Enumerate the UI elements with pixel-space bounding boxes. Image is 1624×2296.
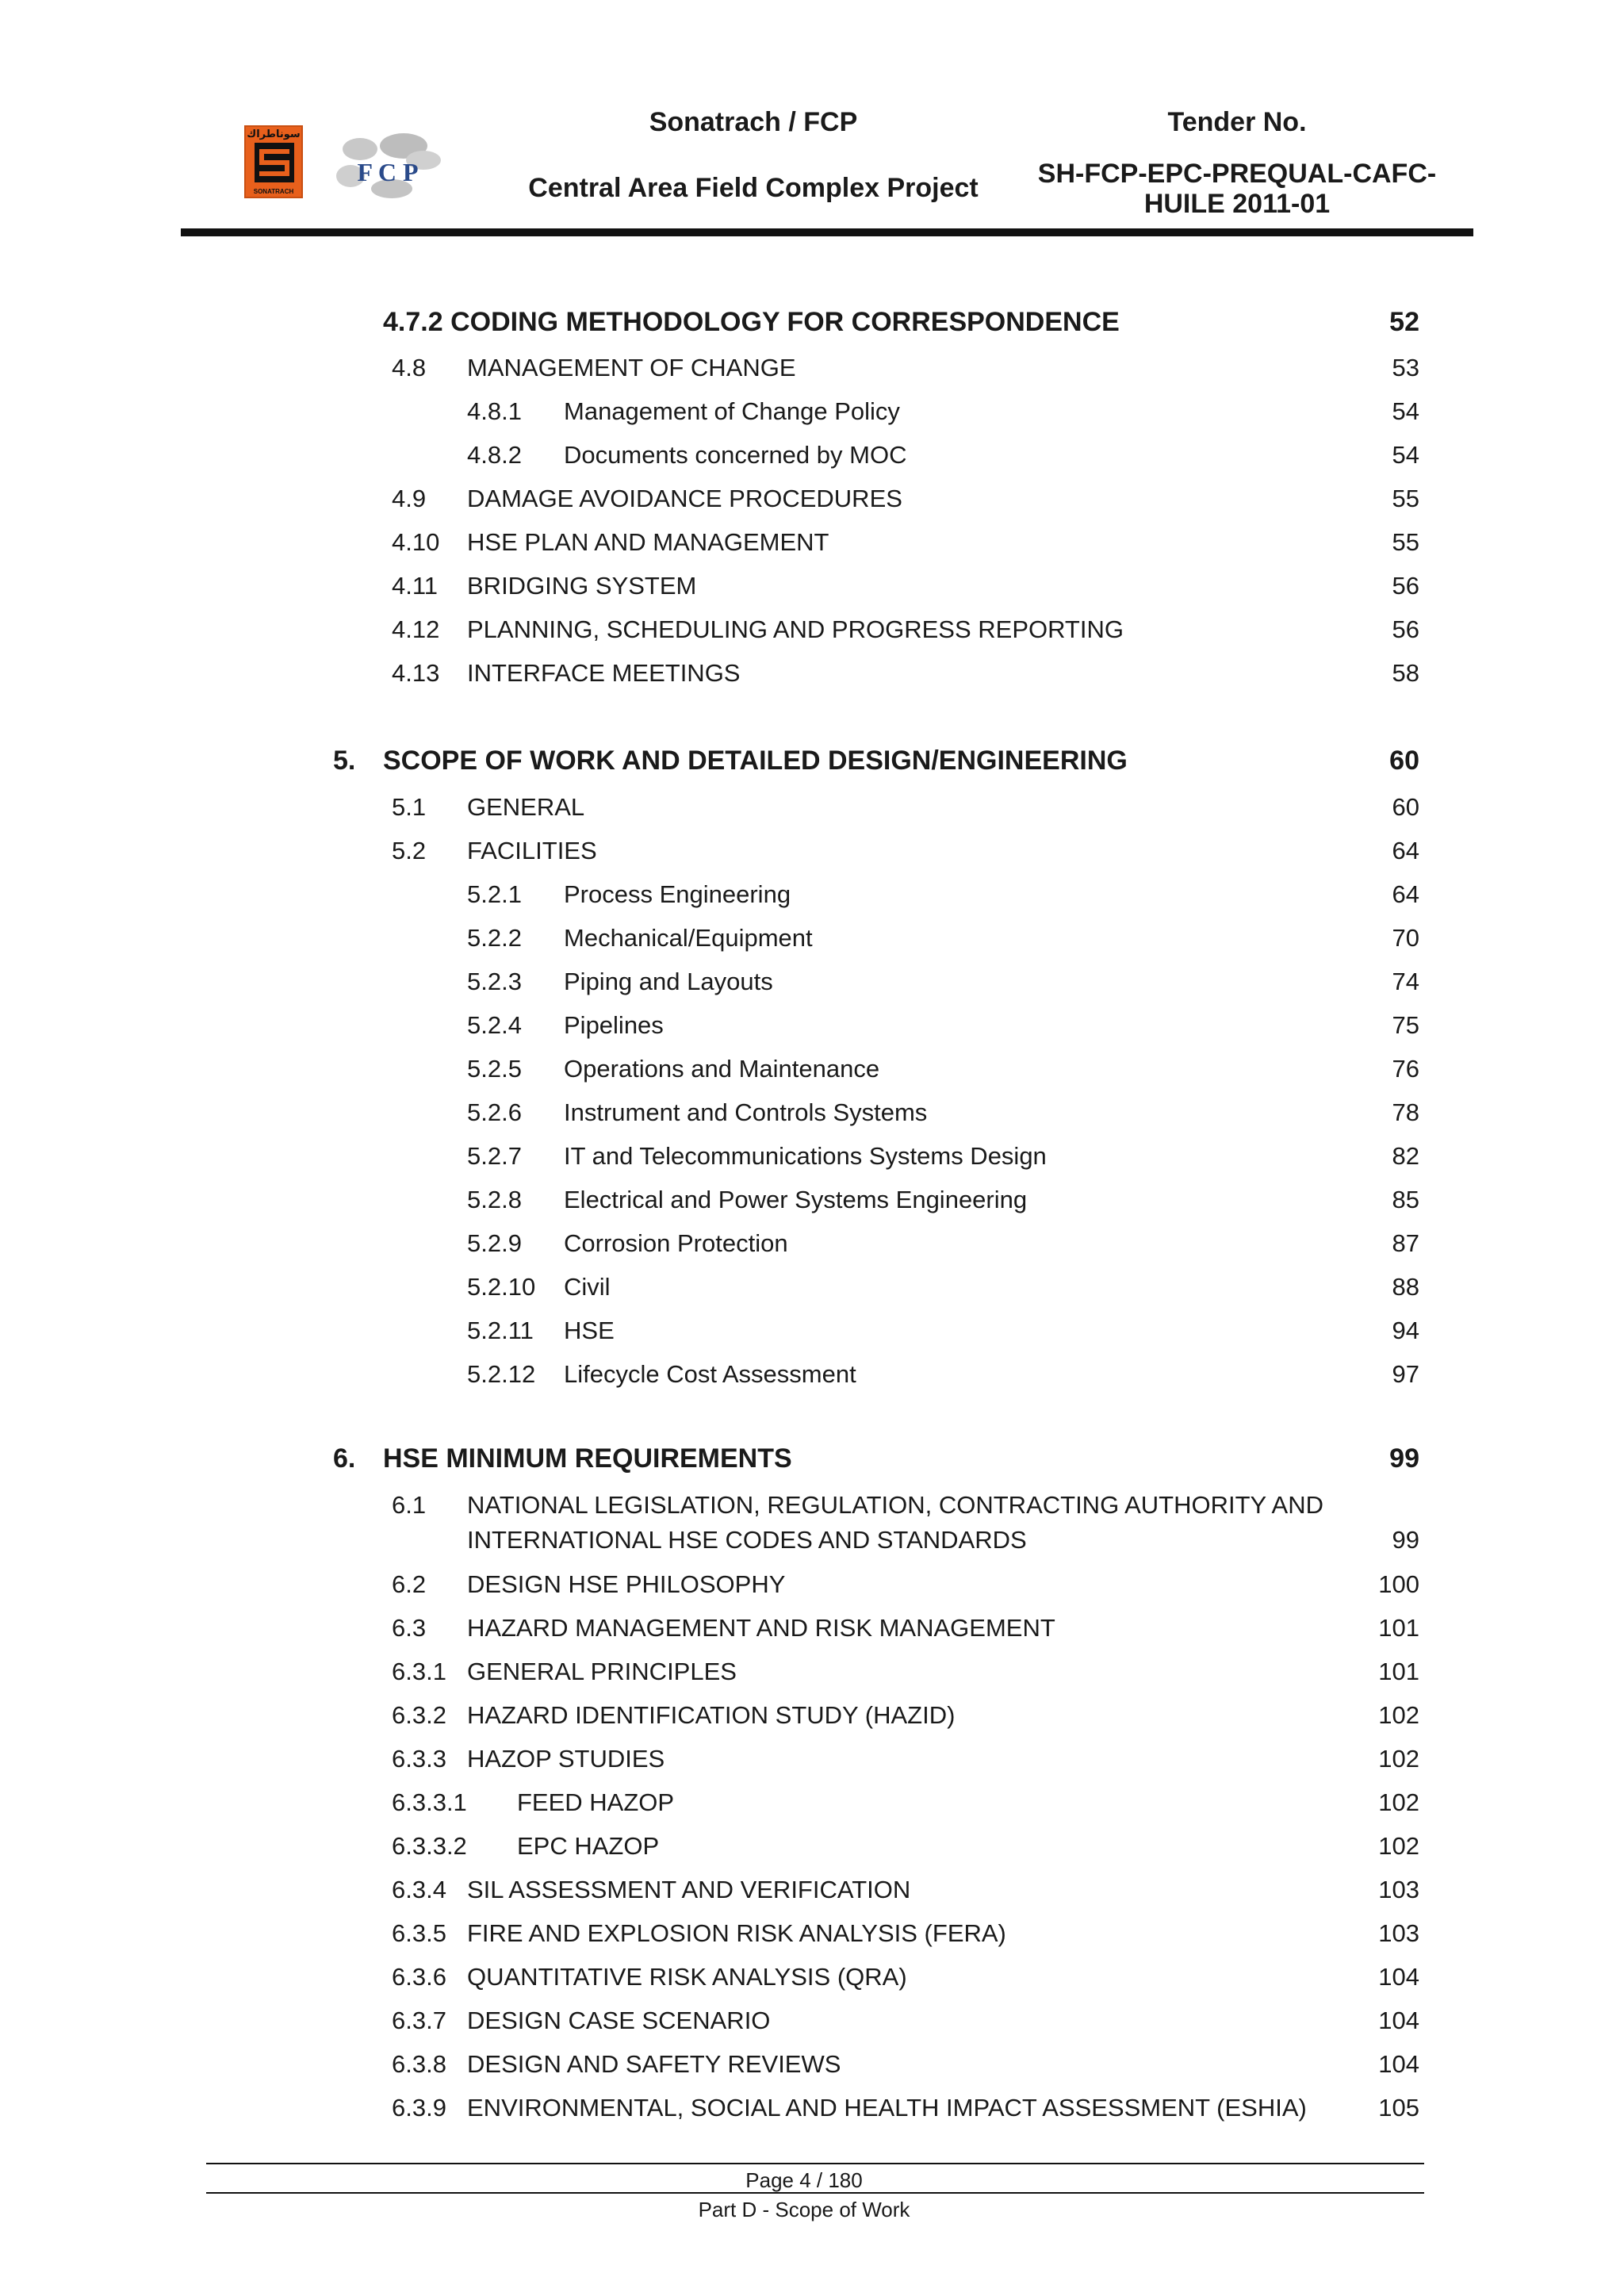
toc-entry-title: Management of Change Policy xyxy=(564,397,900,425)
toc-entry-title: BRIDGING SYSTEM xyxy=(467,572,697,600)
sonatrach-logo-arabic: سوناطراك xyxy=(247,128,301,140)
toc-entry-number: 6.3.3.2 xyxy=(392,1832,467,1860)
toc-entry-page: 58 xyxy=(1392,659,1419,687)
toc-entry-page: 101 xyxy=(1378,1658,1419,1685)
toc-entry-number: 5. xyxy=(333,746,356,776)
toc-entry-title: DESIGN AND SAFETY REVIEWS xyxy=(467,2050,841,2078)
toc-entry-number: 4.10 xyxy=(392,528,440,556)
toc-entry-page: 78 xyxy=(1392,1098,1419,1126)
footer-page-number: Page 4 / 180 xyxy=(745,2168,863,2192)
toc-entry[interactable] xyxy=(0,528,1624,573)
toc-entry-title: FACILITIES xyxy=(467,837,597,864)
toc-entry[interactable] xyxy=(0,1360,1624,1405)
footer-rule-bottom xyxy=(206,2192,1424,2194)
toc-entry-title: GENERAL PRINCIPLES xyxy=(467,1658,737,1685)
toc-entry-number: 6.3.5 xyxy=(392,1919,446,1947)
header-tender-number-line1: SH-FCP-EPC-PREQUAL-CAFC- xyxy=(1037,159,1437,189)
toc-entry-title: EPC HAZOP xyxy=(517,1832,660,1860)
toc-entry-title: MANAGEMENT OF CHANGE xyxy=(467,354,796,381)
toc-entry-title: DAMAGE AVOIDANCE PROCEDURES xyxy=(467,485,902,512)
toc-entry-title: Pipelines xyxy=(564,1011,664,1039)
toc-entry-number: 4.11 xyxy=(392,572,439,600)
toc-entry-title: Documents concerned by MOC xyxy=(564,441,907,469)
toc-entry-number: 4.13 xyxy=(392,659,440,687)
toc-entry-page: 102 xyxy=(1378,1832,1419,1860)
toc-entry-title: DESIGN HSE PHILOSOPHY xyxy=(467,1570,786,1598)
toc-entry-title: Corrosion Protection xyxy=(564,1229,788,1257)
toc-entry-title: FIRE AND EXPLOSION RISK ANALYSIS (FERA) xyxy=(467,1919,1006,1947)
toc-entry-number: 4.8.2 xyxy=(467,441,522,469)
toc-entry-page: 104 xyxy=(1378,2007,1419,2034)
toc-entry-number: 6.2 xyxy=(392,1570,427,1598)
toc-entry[interactable] xyxy=(0,659,1624,703)
toc-entry-title: Mechanical/Equipment xyxy=(564,924,813,952)
toc-entry-page: 94 xyxy=(1392,1317,1419,1344)
toc-entry-number: 5.1 xyxy=(392,793,427,821)
toc-entry-title: Electrical and Power Systems Engineering xyxy=(564,1186,1028,1213)
toc-entry-number: 6.3.7 xyxy=(392,2007,446,2034)
toc-entry-page: 97 xyxy=(1392,1360,1419,1388)
footer-rule-top xyxy=(206,2163,1424,2164)
toc-entry-page: 55 xyxy=(1392,528,1419,556)
toc-entry[interactable] xyxy=(0,1701,1624,1746)
toc-entry-number: 5.2.5 xyxy=(467,1055,522,1083)
toc-entry-title: GENERAL xyxy=(467,793,585,821)
toc-entry-number: 4.8.1 xyxy=(467,397,522,425)
toc-entry-number: 6. xyxy=(333,1443,356,1474)
header-company: Sonatrach / FCP xyxy=(649,107,858,137)
page-header xyxy=(0,0,1624,246)
toc-entry-page: 103 xyxy=(1378,1919,1419,1947)
toc-entry[interactable] xyxy=(0,837,1624,881)
toc-entry-page: 54 xyxy=(1392,441,1419,469)
toc-entry[interactable] xyxy=(0,1745,1624,1789)
toc-entry[interactable] xyxy=(0,1317,1624,1361)
toc-entry[interactable] xyxy=(0,1443,1624,1488)
toc-entry-page: 64 xyxy=(1392,837,1419,864)
toc-entry-number: 5.2.10 xyxy=(467,1273,536,1301)
toc-entry[interactable] xyxy=(0,1229,1624,1274)
toc-entry[interactable] xyxy=(0,1186,1624,1230)
toc-entry-title: QUANTITATIVE RISK ANALYSIS (QRA) xyxy=(467,1963,907,1991)
toc-entry-page: 99 xyxy=(1389,1443,1419,1474)
toc-entry-page: 60 xyxy=(1392,793,1419,821)
toc-entry-number: 5.2.1 xyxy=(467,880,522,908)
toc-entry-page: 103 xyxy=(1378,1876,1419,1903)
toc-entry[interactable] xyxy=(0,746,1624,790)
toc-entry[interactable] xyxy=(0,397,1624,442)
toc-entry-title: FEED HAZOP xyxy=(517,1788,675,1816)
toc-entry-page: 102 xyxy=(1378,1745,1419,1773)
toc-entry-number: 5.2.9 xyxy=(467,1229,522,1257)
toc-entry[interactable] xyxy=(0,1011,1624,1056)
toc-entry[interactable] xyxy=(0,572,1624,616)
toc-entry-title: SIL ASSESSMENT AND VERIFICATION xyxy=(467,1876,911,1903)
header-tender-label: Tender No. xyxy=(1167,107,1307,137)
toc-entry[interactable] xyxy=(0,793,1624,838)
toc-entry-page: 104 xyxy=(1378,1963,1419,1991)
toc-entry-number: 6.3 xyxy=(392,1614,427,1642)
sonatrach-mark-icon xyxy=(255,143,294,182)
toc-entry-page: 60 xyxy=(1389,746,1419,776)
toc-entry-page: 105 xyxy=(1378,2094,1419,2122)
toc-entry-page: 64 xyxy=(1392,880,1419,908)
toc-entry-title: HSE MINIMUM REQUIREMENTS xyxy=(383,1443,792,1474)
toc-entry[interactable] xyxy=(0,2007,1624,2051)
toc-entry-title: HSE PLAN AND MANAGEMENT xyxy=(467,528,829,556)
toc-entry-number: 4.8 xyxy=(392,354,427,381)
toc-entry[interactable] xyxy=(0,1273,1624,1317)
toc-entry-title: Lifecycle Cost Assessment xyxy=(564,1360,856,1388)
toc-entry-number: 6.3.1 xyxy=(392,1658,446,1685)
toc-entry[interactable] xyxy=(0,1658,1624,1702)
toc-entry-title: Process Engineering xyxy=(564,880,791,908)
toc-entry-number: 4.9 xyxy=(392,485,427,512)
toc-entry-title: HAZOP STUDIES xyxy=(467,1745,665,1773)
toc-entry-number: 6.3.4 xyxy=(392,1876,446,1903)
toc-entry-page: 56 xyxy=(1392,615,1419,643)
toc-entry-page: 52 xyxy=(1389,307,1419,337)
toc-entry-number: 5.2.12 xyxy=(467,1360,536,1388)
toc-entry[interactable] xyxy=(0,1491,1624,1554)
toc-entry-number: 6.3.3.1 xyxy=(392,1788,467,1816)
toc-entry[interactable] xyxy=(0,880,1624,925)
toc-entry[interactable] xyxy=(0,615,1624,660)
toc-entry-title: Operations and Maintenance xyxy=(564,1055,880,1083)
toc-entry[interactable] xyxy=(0,968,1624,1012)
toc-entry[interactable] xyxy=(0,2050,1624,2095)
toc-entry[interactable] xyxy=(0,1788,1624,1833)
toc-entry-title: 4.7.2 CODING METHODOLOGY FOR CORRESPONDENCE xyxy=(383,307,1120,337)
toc-entry-page: 100 xyxy=(1378,1570,1419,1598)
toc-entry-title: INTERFACE MEETINGS xyxy=(467,659,741,687)
toc-entry[interactable] xyxy=(0,1570,1624,1615)
sonatrach-logo xyxy=(244,125,303,198)
toc-entry-number: 6.3.9 xyxy=(392,2094,446,2122)
header-project: Central Area Field Complex Project xyxy=(528,173,979,203)
footer-part-label: Part D - Scope of Work xyxy=(698,2198,910,2221)
toc-entry[interactable] xyxy=(0,1055,1624,1099)
toc-entry-page: 76 xyxy=(1392,1055,1419,1083)
toc-entry[interactable] xyxy=(0,1098,1624,1143)
toc-entry-page: 82 xyxy=(1392,1142,1419,1170)
toc-entry-page: 53 xyxy=(1392,354,1419,381)
toc-entry[interactable] xyxy=(0,1919,1624,1964)
toc-entry-title: IT and Telecommunications Systems Design xyxy=(564,1142,1047,1170)
toc-entry-page: 102 xyxy=(1378,1701,1419,1729)
toc-entry-number: 5.2.6 xyxy=(467,1098,522,1126)
toc-entry-page: 85 xyxy=(1392,1186,1419,1213)
toc-entry-title: Instrument and Controls Systems xyxy=(564,1098,928,1126)
toc-entry[interactable] xyxy=(0,354,1624,398)
fcp-logo xyxy=(328,127,447,206)
toc-entry[interactable] xyxy=(0,1142,1624,1186)
toc-entry-number: 5.2 xyxy=(392,837,427,864)
toc-entry[interactable] xyxy=(0,1876,1624,1920)
toc-entry-title: NATIONAL LEGISLATION, REGULATION, CONTRACTING AUTHORITY AND xyxy=(467,1491,1323,1519)
toc-entry-page: 74 xyxy=(1392,968,1419,995)
toc-entry-number: 5.2.4 xyxy=(467,1011,522,1039)
toc-entry-title: DESIGN CASE SCENARIO xyxy=(467,2007,771,2034)
toc-entry-page: 88 xyxy=(1392,1273,1419,1301)
toc-entry-page: 70 xyxy=(1392,924,1419,952)
toc-entry-page: 102 xyxy=(1378,1788,1419,1816)
fcp-logo-text: F C P xyxy=(357,158,419,186)
header-tender-number-line2: HUILE 2011-01 xyxy=(1143,189,1331,219)
toc-entry[interactable] xyxy=(0,1832,1624,1876)
toc-entry-title: Piping and Layouts xyxy=(564,968,773,995)
toc-entry-number: 5.2.8 xyxy=(467,1186,522,1213)
toc-entry-number: 6.3.3 xyxy=(392,1745,446,1773)
toc-entry[interactable] xyxy=(0,1614,1624,1658)
toc-entry-number: 5.2.11 xyxy=(467,1317,534,1344)
toc-entry-page: 75 xyxy=(1392,1011,1419,1039)
sonatrach-logo-brand: SONATRACH xyxy=(253,188,294,195)
toc-entry-number: 6.3.8 xyxy=(392,2050,446,2078)
toc-entry-page: 101 xyxy=(1378,1614,1419,1642)
toc-entry-number: 5.2.2 xyxy=(467,924,522,952)
toc-entry-title: ENVIRONMENTAL, SOCIAL AND HEALTH IMPACT ASSESSMENT (ESHIA) xyxy=(467,2094,1307,2122)
toc-entry[interactable] xyxy=(0,485,1624,529)
toc-entry-page: 104 xyxy=(1378,2050,1419,2078)
header-rule xyxy=(181,228,1473,236)
toc-entry-title-continued: INTERNATIONAL HSE CODES AND STANDARDS xyxy=(467,1526,1027,1554)
toc-entry[interactable] xyxy=(0,924,1624,968)
toc-entry-page: 56 xyxy=(1392,572,1419,600)
toc-entry-title: HSE xyxy=(564,1317,615,1344)
toc-entry[interactable] xyxy=(0,2094,1624,2138)
toc-entry-number: 6.3.2 xyxy=(392,1701,446,1729)
toc-entry-title: SCOPE OF WORK AND DETAILED DESIGN/ENGINEERING xyxy=(383,746,1128,776)
toc-entry-page: 87 xyxy=(1392,1229,1419,1257)
toc-entry[interactable] xyxy=(0,1963,1624,2007)
toc-entry-page: 99 xyxy=(1392,1526,1419,1554)
toc-entry-title: HAZARD MANAGEMENT AND RISK MANAGEMENT xyxy=(467,1614,1055,1642)
toc-entry-number: 5.2.3 xyxy=(467,968,522,995)
toc-entry-number: 6.1 xyxy=(392,1491,427,1519)
toc-entry-number: 4.12 xyxy=(392,615,440,643)
toc-entry-number: 5.2.7 xyxy=(467,1142,522,1170)
toc-entry[interactable] xyxy=(0,307,1624,351)
toc-entry-title: PLANNING, SCHEDULING AND PROGRESS REPORTING xyxy=(467,615,1124,643)
toc-entry[interactable] xyxy=(0,441,1624,485)
toc-entry-title: Civil xyxy=(564,1273,611,1301)
toc-entry-title: HAZARD IDENTIFICATION STUDY (HAZID) xyxy=(467,1701,956,1729)
toc-entry-page: 54 xyxy=(1392,397,1419,425)
toc-entry-page: 55 xyxy=(1392,485,1419,512)
toc-entry-number: 6.3.6 xyxy=(392,1963,446,1991)
